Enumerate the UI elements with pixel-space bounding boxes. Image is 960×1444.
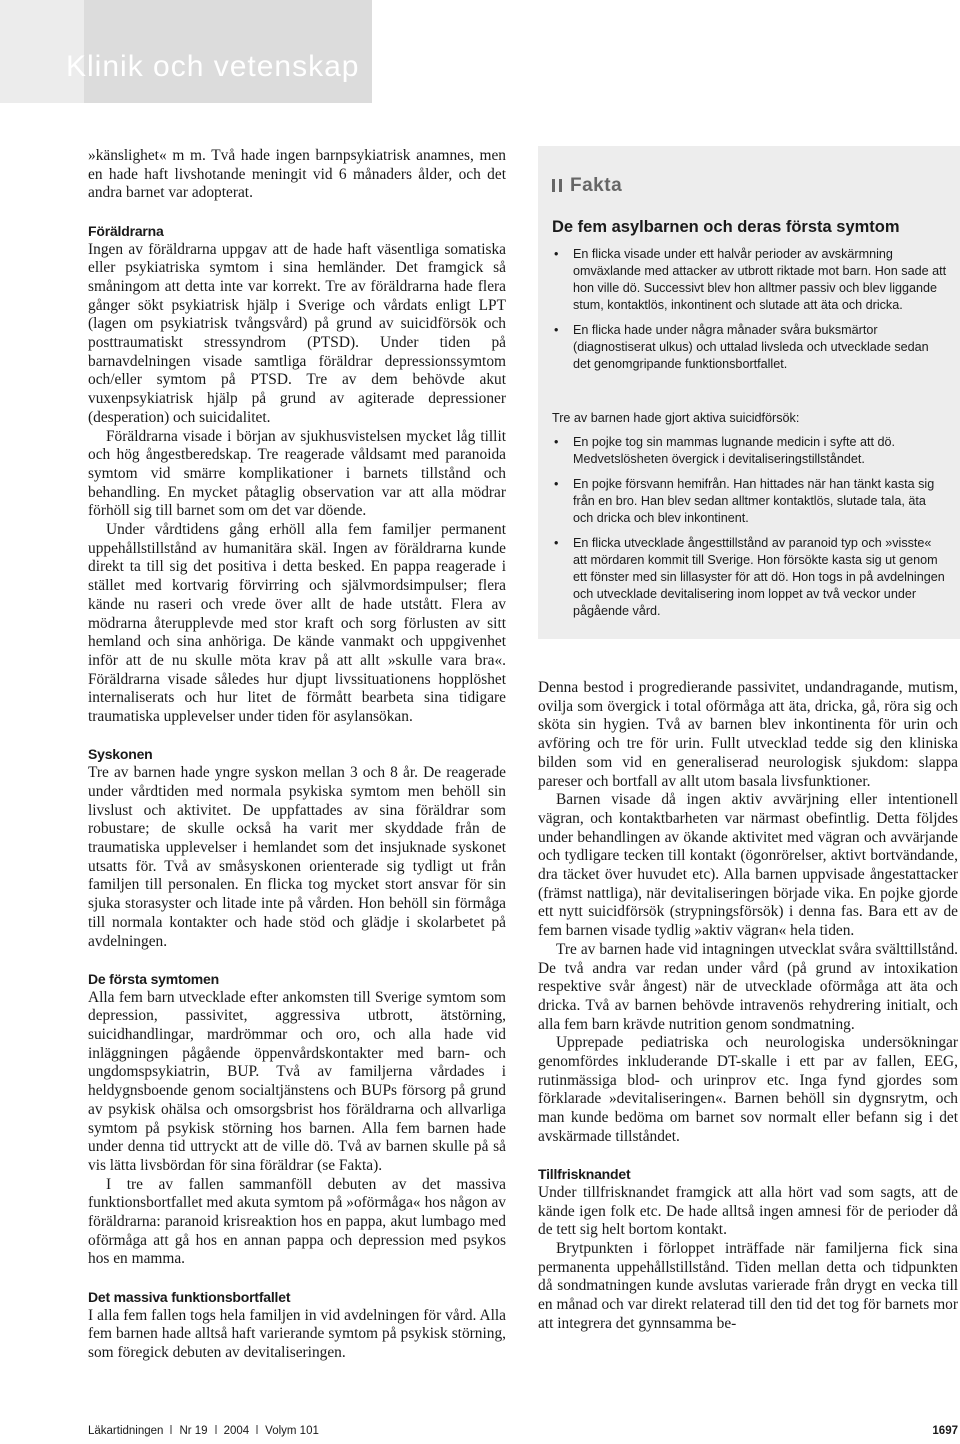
section-header: [0, 0, 372, 103]
subheading-forsta-symtomen: De första symtomen: [88, 970, 219, 987]
list-item-text: En flicka visade under ett halvår perioder av avskärmning omväxlande med attacker av utbrott riktade mot barn. Hon sade att hon ville dö. Successivt blev hon alltmer passiv och blev liggande stum, kontaktlös, inkontinent och slutade att äta och dricka.: [573, 247, 947, 312]
list-item: [552, 535, 947, 620]
list-item-text: En pojke tog sin mammas lugnande medicin i syfte att dö. Medvetslösheten övergick i devitaliseringstillståndet.: [573, 435, 896, 466]
paragraph: Tre av barnen hade vid intagningen utvecklat svåra svälttillstånd. De två andra var redan under vård (på grund av intoxikation respektive svår ångest) när de utvecklade oförmåga att äta och dricka. Två av barnen behövde intravenös rehydrering initialt, och alla fem barn krävde nutrition genom sondmatning.: [538, 940, 958, 1033]
section-title: Klinik och vetenskap: [66, 50, 360, 83]
list-item: [552, 322, 947, 373]
facts-heading: De fem asylbarnen och deras första symtom: [552, 218, 900, 236]
facts-list-symptoms: [552, 246, 947, 381]
list-item: [552, 246, 947, 314]
separator-icon: [215, 1425, 217, 1434]
list-item: [552, 434, 947, 468]
paragraph: Alla fem barn utvecklade efter ankomsten till Sverige symtom som depression, passivitet, aggressiva utbrott, ätstörning, suicidhandlingar, mardrömmar och oro, och alla hade vid inläggningen pågående öppenvårdskontakter med barn- och ungdomspsykiatrin, BUP. Två av familjerna vårdades i heldygnsboende genom socialtjänstens och BUPs försorg på grund av psykisk ohälsa och omsorgsbrist hos föräldrarna och allvarliga symtom på psykisk störning hos barnen. Alla fem barnen hade under denna tid uttryckt att de ville dö. Två av barnen skulle på så vis lätta livsbördan för sina föräldrar (se Fakta).: [88, 988, 506, 1174]
bullet-icon: •: [554, 536, 559, 550]
separator-icon: [256, 1425, 258, 1434]
paragraph: Föräldrarna visade i början av sjukhusvistelsen mycket låg tillit och hög ångestberedskap. Tre reagerade våldsamt med paranoida symtom vid smärre komplikationer i barnets tillstånd och behandling. En mycket påtaglig observation var att alla mödrar förhöll sig till barnet som om det var döende.: [88, 427, 506, 520]
subheading-tillfrisknandet: Tillfrisknandet: [538, 1166, 631, 1183]
list-item-text: En pojke försvann hemifrån. Han hittades när han tänkt kasta sig från en bro. Han blev sedan alltmer kontaktlös, slutade tala, äta och dricka och blev inkontinent.: [573, 477, 935, 525]
subheading-syskonen: Syskonen: [88, 746, 153, 763]
paragraph: I alla fem fallen togs hela familjen in vid avdelningen för vård. Alla fem barnen hade alltså haft varierande symtom på psykisk störning, som föregick debuten av devitaliseringen.: [88, 1306, 506, 1361]
facts-bars-icon: [552, 179, 562, 192]
footer-volume: Volym 101: [265, 1425, 319, 1437]
footer-issue: Nr 19: [179, 1425, 208, 1437]
paragraph: Ingen av föräldrarna uppgav att de hade haft väsentliga somatiska eller psykiatriska symtom i sina hemländer. Det framgick så småningom att detta inte var korrekt. Tre av föräldrarna hade flera gånger sökt psykiatrisk hjälp i Sverige och vårdats enligt LPT (lagen om psykiatrisk tvångsvård) på grund av suicidförsök och posttraumatiskt stressyndrom (PTSD). Under tiden på barnavdelningen visade samtliga föräldrar depressionssymtom och/eller symtom på PTSD. Tre av dem behövde akut vuxenpsykiatrisk hjälp på grund av agiterade depressioner (desperation) och suicidalitet.: [88, 240, 506, 426]
page-footer: [88, 1425, 960, 1443]
list-item-text: En flicka utvecklade ångesttillstånd av paranoid typ och »visste« att mördaren kommit till Sverige. Hon försökte kasta sig ut genom ett fönster med sin lillasyster för att dö. Hon togs in på avdelningen och utvecklade devitalisering inom loppet av två veckor under pågående vård.: [573, 536, 945, 618]
paragraph: Denna bestod i progredierande passivitet, undandragande, mutism, ovilja som övergick i total oförmåga att äta, dricka, gå, röra sig och sköta sin hygien. Två av barnen blev inkontinenta för urin och avföring och tre för urin. Fullt utvecklad tedde sig den kliniska bilden som vid en generaliserad neurologisk sjukdom: slappa pareser och bortfall av allt utom basala livsfunktioner.: [538, 679, 958, 790]
subheading-massiva-funktionsbortfallet: Det massiva funktionsbortfallet: [88, 1288, 291, 1305]
separator-icon: [170, 1425, 172, 1434]
page-number: 1697: [932, 1425, 958, 1437]
paragraph: Under tillfrisknandet framgick att alla hört vad som sagts, att de kände igen folk etc. De hade alltså ingen amnesi för de perioder då de tett sig helt bortom kontakt.: [538, 1183, 958, 1239]
subheading-foraldrarna: Föräldrarna: [88, 222, 164, 239]
footer-citation: [88, 1425, 319, 1437]
bullet-icon: •: [554, 247, 559, 261]
footer-journal: Läkartidningen: [88, 1425, 164, 1437]
paragraph: Barnen visade då ingen aktiv avvärjning eller intentionell vägran, och kontaktbarheten var närmast obefintlig. Detta följdes under behandlingen av ökande aktivitet med vägran och avvärjande och tydligare tecken till kontakt (ögonrörelser, aktivt bortvändande, dra täcket över huvudet etc). Alla barnen uppvisade ångestattacker (främst nattliga), när devitaliseringen började vika. En pojke gjorde ett nytt suicidförsök (strypningsförsök) i denna fas. Bara ett av de fem barnen visade tydlig »aktiv vägran« hela tiden.: [538, 791, 958, 940]
footer-year: 2004: [223, 1425, 250, 1437]
bullet-icon: •: [554, 323, 559, 337]
paragraph: »känslighet« m m. Två hade ingen barnpsykiatrisk anamnes, men en hade haft livshotande meningit vid 6 månaders ålder, och det andra barnet var adopterat.: [88, 147, 506, 202]
left-column: [88, 147, 506, 1363]
facts-title: [552, 175, 622, 197]
facts-intro-suicide: Tre av barnen hade gjort aktiva suicidförsök:: [552, 411, 800, 425]
right-column: [538, 679, 958, 1334]
paragraph: Brytpunkten i förloppet inträffade när familjerna fick sina permanenta uppehållstillstånd. Tiden mellan detta och tidpunkten då sondmatningen kunde avslutas varierade från drygt en vecka till en månad och var direkt relaterad till den tid det tog för barnets mor att integrera det gynnsamma be-: [538, 1240, 958, 1332]
paragraph: Under vårdtidens gång erhöll alla fem familjer permanent uppehållstillstånd av humanitära skäl. Ingen av föräldrarna kunde direkt ta till sig det positiva i detta besked. En pappa reagerade i stället med kortvarig förvirring och självmordsimpulser; flera kände nu raseri och vrede över allt de hade utstått. Flera av mödrarna återupplevde med stor kraft och sorg förlusten av sitt hemland och sina anhöriga. De kände vanmakt och uppgivenhet inför att de nu skulle möta krav på att allt »skulle vara bra«. Föräldrarna visade således hur djupt livssituationens hopplöshet internaliserats och hur litet de förmått bearbeta sina tidigare traumatiska upplevelser under tiden för asylansökan.: [88, 521, 506, 726]
paragraph: I tre av fallen sammanföll debuten av det massiva funktionsbortfallet med akuta symtom på »oförmåga« hos någon av föräldrarna: paranoid krisreaktion hos en pappa, akut lumbago med oförmåga att gå hos en annan pappa och depression med psykos hos en mamma.: [88, 1175, 506, 1268]
facts-box: [538, 146, 960, 639]
list-item: [552, 476, 947, 527]
paragraph: Upprepade pediatriska och neurologiska undersökningar genomfördes inkluderande DT-skalle i ett par av fallen, EEG, rutinmässiga blod- och urinprov etc. Inga fynd gjordes som förklarade »devitaliseringen«. Barnen behöll sin dygnsrytm, och man kunde bedöma om barnet sov normalt eller befann sig i det avskärmade tillståndet.: [538, 1034, 958, 1145]
paragraph: Tre av barnen hade yngre syskon mellan 3 och 8 år. De reagerade under vårdtiden med normala psykiska symtom men behöll sin livslust och aktivitet. De uppfattades av sina föräldrar som robustare; de skulle också ha varit mer skyddade från de traumatiska upplevelser i hemlandet som det insjuknade syskonet utsatts för. Två av småsyskonen orienterade sig tydligt ut från familjen till personalen. En flicka tog mycket stort ansvar för sin sjuka storasyster och litade inte på vården. Hon behöll sin förmåga till normala kontakter och hade stöd och glädje i skolarbetet på avdelningen.: [88, 764, 506, 950]
list-item-text: En flicka hade under några månader svåra buksmärtor (diagnostiserat ulkus) och uttalad livsleda och utvecklade sedan det genomgripande funktionsbortfallet.: [573, 323, 929, 371]
bullet-icon: •: [554, 435, 559, 449]
facts-title-text: Fakta: [570, 175, 623, 196]
bullet-icon: •: [554, 477, 559, 491]
facts-list-suicide: [552, 434, 947, 628]
